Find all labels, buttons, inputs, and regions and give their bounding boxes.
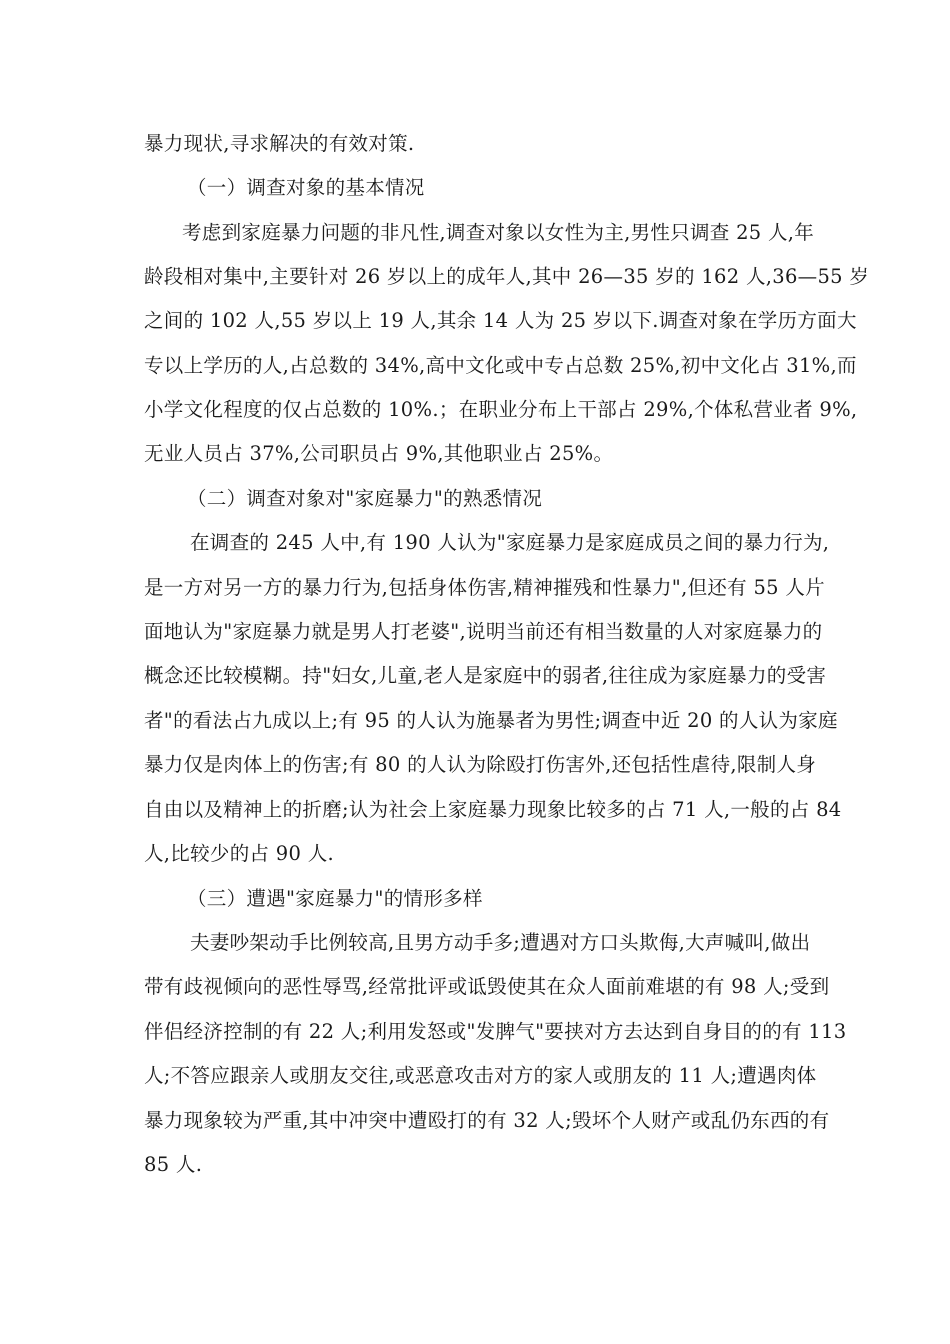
paragraph-line: 暴力现状,寻求解决的有效对策. — [144, 132, 415, 155]
paragraph-line: 考虑到家庭暴力问题的非凡性,调查对象以女性为主,男性只调查 25 人,年 — [182, 221, 815, 244]
paragraph-line: 小学文化程度的仅占总数的 10%.；在职业分布上干部占 29%,个体私营业者 9%, — [144, 398, 858, 421]
section-heading-2: （二）调查对象对"家庭暴力"的熟悉情况 — [187, 487, 543, 510]
section-heading-3: （三）遭遇"家庭暴力"的情形多样 — [187, 887, 483, 910]
paragraph-line: 人,比较少的占 90 人. — [144, 842, 335, 865]
section-heading-1: （一）调查对象的基本情况 — [187, 176, 425, 199]
paragraph-line: 在调查的 245 人中,有 190 人认为"家庭暴力是家庭成员之间的暴力行为, — [190, 531, 830, 554]
paragraph-line: 人;不答应跟亲人或朋友交往,或恶意攻击对方的家人或朋友的 11 人;遭遇肉体 — [144, 1064, 817, 1087]
paragraph-line: 带有歧视倾向的恶性辱骂,经常批评或诋毁使其在众人面前难堪的有 98 人;受到 — [144, 975, 830, 998]
paragraph-line: 暴力现象较为严重,其中冲突中遭殴打的有 32 人;毁坏个人财产或乱仍东西的有 — [144, 1109, 830, 1132]
paragraph-line: 无业人员占 37%,公司职员占 9%,其他职业占 25%。 — [144, 442, 614, 465]
paragraph-line: 自由以及精神上的折磨;认为社会上家庭暴力现象比较多的占 71 人,一般的占 84 — [144, 798, 842, 821]
paragraph-line: 面地认为"家庭暴力就是男人打老婆",说明当前还有相当数量的人对家庭暴力的 — [144, 620, 823, 643]
paragraph-line: 暴力仅是肉体上的伤害;有 80 的人认为除殴打伤害外,还包括性虐待,限制人身 — [144, 753, 817, 776]
paragraph-line: 85 人. — [144, 1153, 203, 1176]
paragraph-line: 伴侣经济控制的有 22 人;利用发怒或"发脾气"要挟对方去达到自身目的的有 113 — [144, 1020, 847, 1043]
paragraph-line: 者"的看法占九成以上;有 95 的人认为施暴者为男性;调查中近 20 的人认为家庭 — [144, 709, 838, 732]
paragraph-line: 之间的 102 人,55 岁以上 19 人,其余 14 人为 25 岁以下.调查对象在学历方面大 — [144, 309, 857, 332]
paragraph-line: 概念还比较模糊。持"妇女,儿童,老人是家庭中的弱者,往往成为家庭暴力的受害 — [144, 664, 827, 687]
paragraph-line: 龄段相对集中,主要针对 26 岁以上的成年人,其中 26—35 岁的 162 人,36—55 岁 — [144, 265, 870, 288]
paragraph-line: 夫妻吵架动手比例较高,且男方动手多;遭遇对方口头欺侮,大声喊叫,做出 — [190, 931, 811, 954]
paragraph-line: 是一方对另一方的暴力行为,包括身体伤害,精神摧残和性暴力",但还有 55 人片 — [144, 576, 825, 599]
paragraph-line: 专以上学历的人,占总数的 34%,高中文化或中专占总数 25%,初中文化占 31%,而 — [144, 354, 857, 377]
